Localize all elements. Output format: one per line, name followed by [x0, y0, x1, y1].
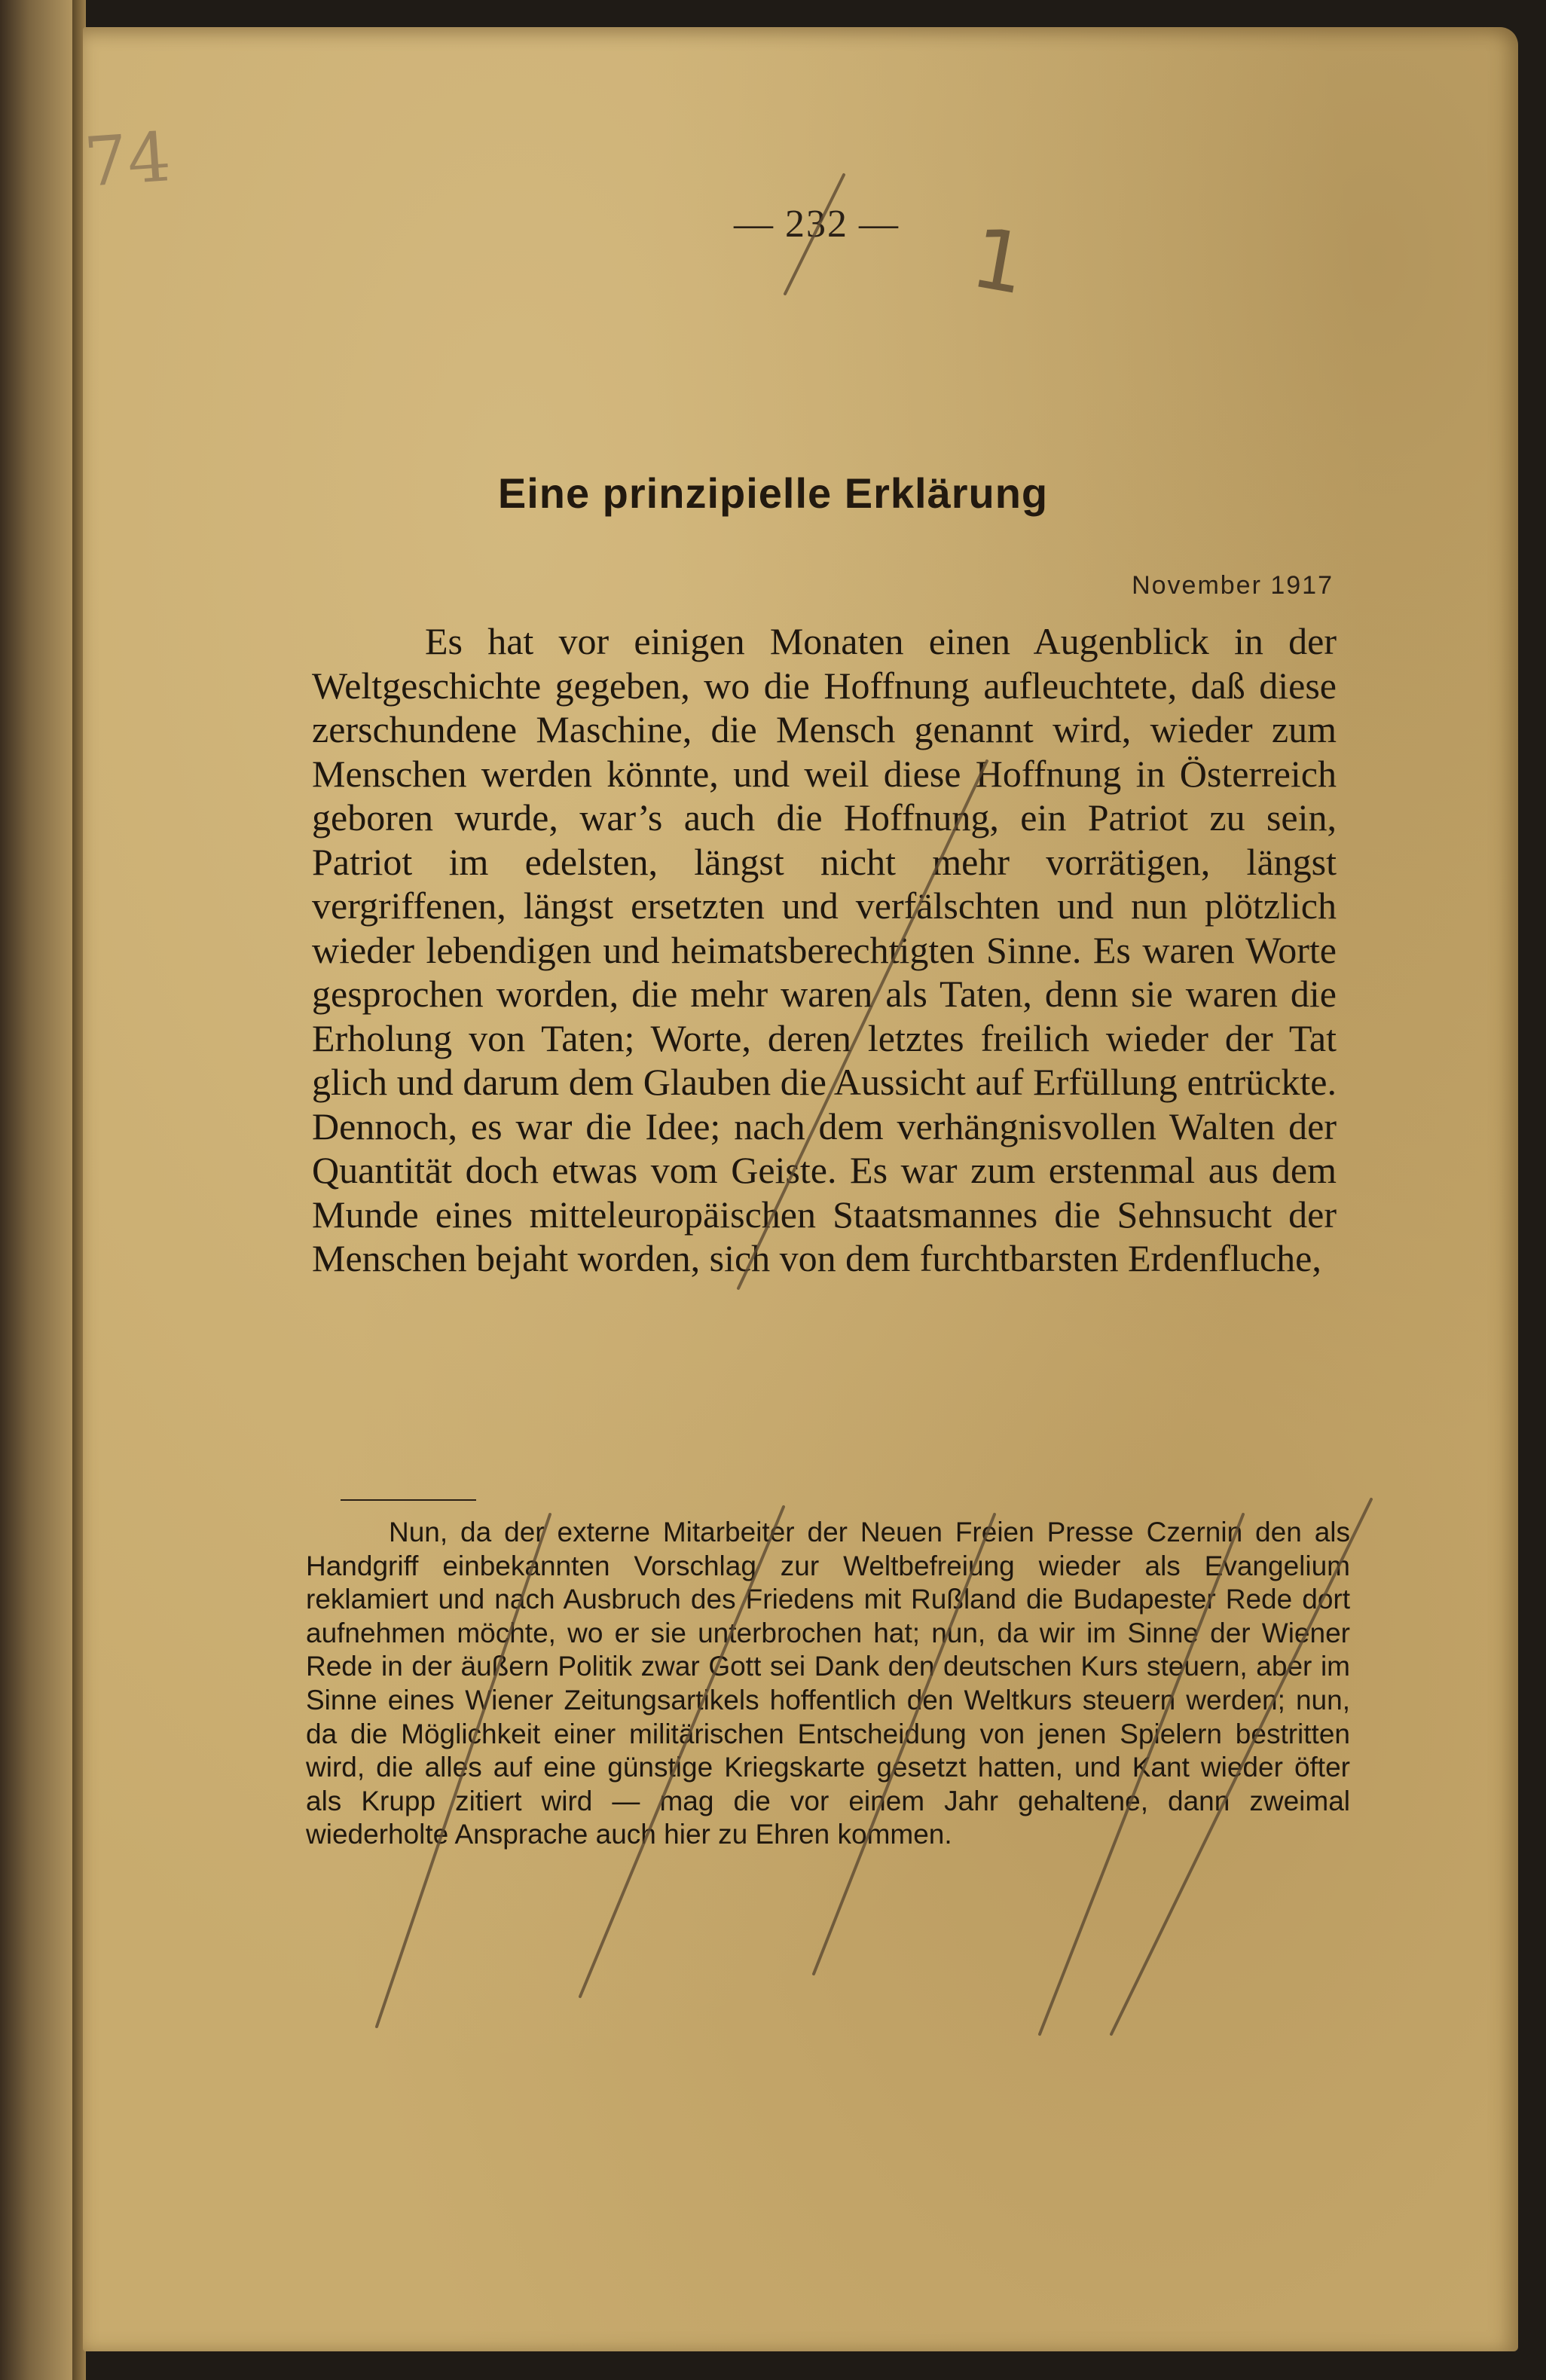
footnote-divider [341, 1499, 476, 1501]
page-number: — 232 — [734, 203, 900, 246]
footnote: Nun, da der externe Mitarbeiter der Neuen Freien Presse Czernin den als Handgriff einbekannten Vorschlag zur Weltbefreiung wieder als Evangelium reklamiert und nach Ausbruch des Friedens mit Rußland die Budapester Rede dort aufnehmen möchte, wo er sie unterbrochen hat; nun, da wir im Sinne der Wiener Rede in der äußern Politik zwar Gott sei Dank den deutschen Kurs steuern, aber im Sinne eines Wiener Zeitungsartikels hoffentlich den Weltkurs steuern werden; nun, da die Möglichkeit einer militärischen Entscheidung von jenen Spielern bestritten wird, die alles auf eine günstige Kriegskarte gesetzt hatten, und Kant wieder öfter als Krupp zitiert wird — mag die vor einem Jahr gehaltene, dann zweimal wiederholte Ansprache auch hier zu Ehren kommen. [306, 1517, 1350, 1850]
article-date: November 1917 [1132, 571, 1334, 600]
page-annotation-number: 1 [964, 209, 1034, 313]
article-title: Eine prinzipielle Erklärung [497, 469, 1049, 517]
article-body: Es hat vor einigen Monaten einen Augenblick in der Weltgeschichte gegeben, wo die Hoffnung aufleuchtete, daß diese zerschundene Maschine, die Mensch genannt wird, wieder zum Menschen werden könnte, und weil diese Hoffnung in Österreich geboren wurde, war’s auch die Hoffnung, ein Patriot zu sein, Patriot im edelsten, längst nicht mehr vorrätigen, längst vergriffenen, längst ersetzten und verfälschten und nun plötzlich wieder lebendigen und heimatsberechtigten Sinne. Es waren Worte gesprochen worden, die mehr waren als Taten, denn sie waren die Erholung von Taten; Worte, deren letztes freilich wieder der Tat glich und darum dem Glauben die Aussicht auf Erfüllung entrückte. Dennoch, es war die Idee; nach dem verhängnisvollen Walten der Quantität doch etwas vom Geiste. Es war zum erstenmal aus dem Munde eines mitteleuropäischen Staatsmannes die Sehnsucht der Menschen bejaht worden, sich von dem furchtbarsten Erdenfluche, [312, 620, 1337, 1279]
page-number-value: 232 [785, 203, 848, 246]
margin-pencil-annotation: 74 [81, 118, 174, 203]
previous-page-edge [0, 0, 72, 2380]
